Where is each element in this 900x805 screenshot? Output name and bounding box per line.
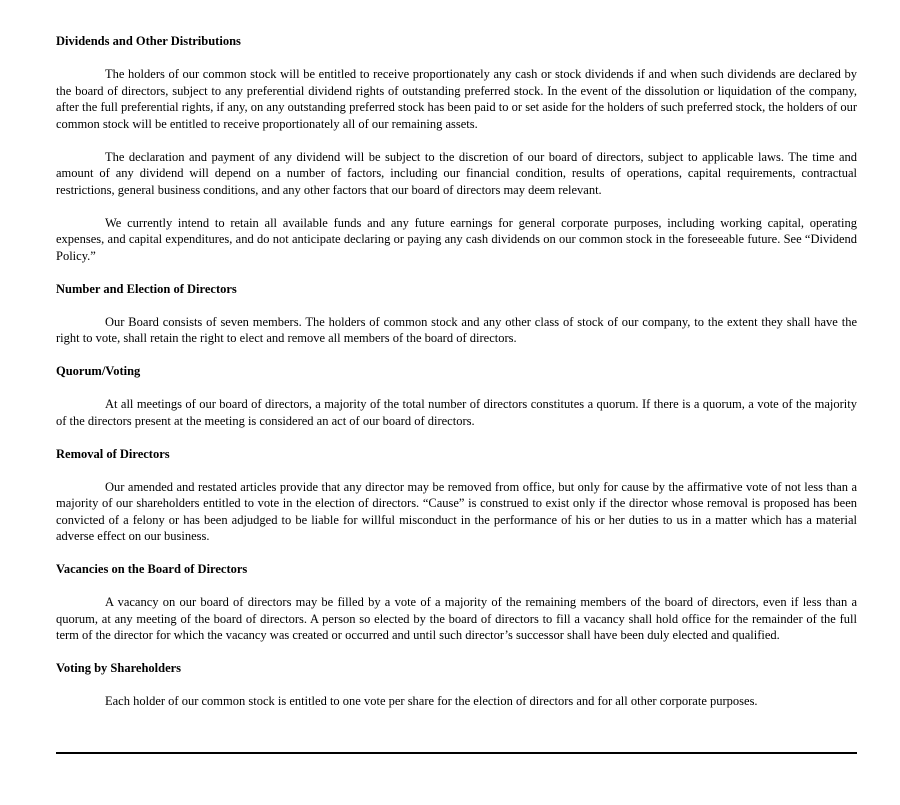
section-removal bbox=[56, 446, 857, 545]
page-bottom-rule bbox=[56, 752, 857, 754]
paragraph: We currently intend to retain all available funds and any future earnings for general corporate purposes, including working capital, operating expenses, and capital expenditures, and do not anticipate declaring or paying any cash dividends on our common stock in the foreseeable future. See “Dividend Policy.” bbox=[56, 215, 857, 263]
section-heading: Vacancies on the Board of Directors bbox=[56, 562, 248, 576]
section-number-election bbox=[56, 281, 857, 347]
document-page bbox=[56, 33, 857, 726]
paragraph: The declaration and payment of any dividend will be subject to the discretion of our board of directors, subject to applicable laws. The time and amount of any dividend will depend on a number of factors, including our financial condition, results of operations, capital requirements, contractual restrictions, general business conditions, and any other factors that our board of directors may deem relevant. bbox=[56, 149, 857, 197]
section-dividends bbox=[56, 33, 857, 264]
section-heading: Number and Election of Directors bbox=[56, 281, 237, 296]
section-heading: Voting by Shareholders bbox=[56, 661, 182, 675]
paragraph: A vacancy on our board of directors may be filled by a vote of a majority of the remaining members of the board of directors, even if less than a quorum, at any meeting of the board of directors. A person so elected by the board of directors to fill a vacancy shall hold office for the remainder of the full term of the director for which the vacancy was created or occurred and until such director’s successor shall have been duly elected and qualified. bbox=[56, 595, 857, 642]
section-heading: Removal of Directors bbox=[56, 446, 170, 461]
paragraph: Each holder of our common stock is entitled to one vote per share for the election of directors and for all other corporate purposes. bbox=[105, 694, 758, 708]
paragraph: At all meetings of our board of directors, a majority of the total number of directors constitutes a quorum. If there is a quorum, a vote of the majority of the directors present at the meeting is considered an act of our board of directors. bbox=[56, 397, 857, 428]
paragraph: Our amended and restated articles provide that any director may be removed from office, but only for cause by the affirmative vote of not less than a majority of our shareholders entitled to vote in the election of directors. “Cause” is construed to exist only if the director whose removal is proposed has been convicted of a felony or has been adjudged to be liable for willful misconduct in the performance of his or her duties to us in a matter which has a material adverse effect on our business. bbox=[56, 479, 857, 543]
section-quorum-voting bbox=[56, 363, 857, 429]
paragraph: Our Board consists of seven members. The holders of common stock and any other class of stock of our company, to the extent they shall have the right to vote, shall retain the right to elect and remove all members of the board of directors. bbox=[56, 314, 857, 345]
section-vacancies bbox=[56, 561, 857, 644]
section-heading: Quorum/Voting bbox=[56, 364, 141, 378]
section-voting-shareholders bbox=[56, 660, 857, 710]
section-heading: Dividends and Other Distributions bbox=[56, 34, 241, 48]
paragraph: The holders of our common stock will be entitled to receive proportionately any cash or stock dividends if and when such dividends are declared by the board of directors, subject to any preferential dividend rights of outstanding preferred stock. In the event of the dissolution or liquidation of the company, after the full preferential rights, if any, on any outstanding preferred stock has been paid to or set aside for the holders of such preferred stock, the holders of our common stock will be entitled to receive proportionately all of our remaining assets. bbox=[56, 67, 857, 131]
